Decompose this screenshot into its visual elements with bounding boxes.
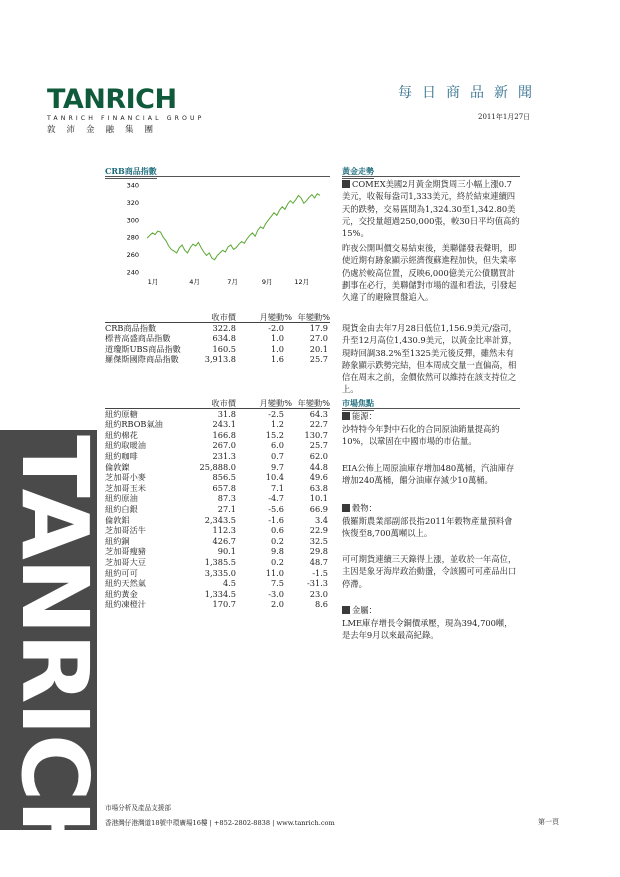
- table-cell: 32.5: [309, 535, 328, 546]
- table-cell: 27.0: [309, 333, 328, 344]
- series-line: [147, 194, 320, 260]
- table-cell: 紐約凍橙汁: [105, 599, 146, 610]
- table-cell: 6.0: [270, 440, 284, 451]
- table-cell: -1.5: [312, 567, 328, 578]
- table-cell: 49.6: [309, 472, 328, 483]
- y-tick-label: 340: [126, 181, 139, 190]
- table-row: [105, 409, 330, 420]
- x-tick-label: 4月: [189, 278, 200, 286]
- table-cell: 芝加哥大豆: [105, 556, 146, 567]
- table-cell: 267.0: [212, 440, 236, 451]
- table-cell: 25,888.0: [199, 461, 236, 472]
- table-cell: 48.7: [309, 556, 328, 567]
- grain-label: [342, 502, 520, 514]
- grain-paragraph-1: 俄羅斯農業部副部長指2011年穀物產量預料會恢復至8,700萬噸以上。: [342, 516, 513, 539]
- table-row: [105, 419, 330, 430]
- table-cell: 3.4: [314, 514, 328, 525]
- table-cell: 27.1: [217, 503, 236, 514]
- bullet-square-icon: [342, 412, 350, 420]
- table-cell: 64.3: [309, 408, 328, 419]
- table-cell: 紐約原糖: [105, 408, 138, 419]
- side-banner-text: TANRICH: [1, 435, 108, 875]
- gold-paragraph-1-text: COMEX美國2月黃金期貨周三小幅上漲0.7美元，收報每盎司1,333美元，終於結束連續四天的跌勢，交易區間為1,324.30至1,342.80美元，交投量超過250,000張，較30日平均值高約15%。: [342, 179, 520, 239]
- table-cell: 10.1: [309, 493, 328, 504]
- y-tick-label: 300: [126, 216, 139, 225]
- table-cell: 11.0: [265, 567, 284, 578]
- logo-chinese-text: 敦沛金融集團: [47, 125, 165, 135]
- tanrich-logo: [47, 84, 205, 135]
- table-cell: 322.8: [212, 322, 236, 333]
- metal-paragraph-1: LME庫存增長令銅價承壓，現為394,700噸，是去年9月以來最高紀錄。: [342, 618, 513, 641]
- table-cell: 62.0: [309, 450, 328, 461]
- table-cell: 芝加哥玉米: [105, 482, 146, 493]
- table-cell: 23.0: [309, 588, 328, 599]
- x-tick-label: 12月: [294, 278, 310, 286]
- table-cell: 9.7: [270, 461, 284, 472]
- table-row: [105, 483, 330, 494]
- table-cell: 紐約咖啡: [105, 450, 138, 461]
- x-tick-label: 1月: [147, 278, 159, 286]
- table-cell: 2.0: [270, 599, 284, 610]
- table-row: [105, 493, 330, 504]
- logo-main-text: TANRICH: [47, 84, 177, 115]
- table-cell: 3,913.8: [204, 354, 236, 365]
- metal-label-text: 金屬：: [352, 605, 377, 615]
- logo-sub-text: TANRICH FINANCIAL GROUP: [47, 115, 205, 122]
- table-cell: 3,335.0: [204, 567, 236, 578]
- table-cell: -3.0: [268, 588, 284, 599]
- table-cell: 1.2: [270, 419, 284, 430]
- table-cell: 標普高盛商品指數: [105, 333, 171, 344]
- table-cell: 25.7: [309, 440, 328, 451]
- table-row: [105, 323, 330, 334]
- table-cell: 63.8: [309, 482, 328, 493]
- table-cell: 紐約銅: [105, 535, 130, 546]
- energy-paragraph-1: 沙特特今年對中石化的合同原油銷量提高約10%，以鞏固在中國市場的市佔量。: [342, 424, 500, 447]
- futures-table-header-cell: 收市價: [211, 398, 236, 408]
- energy-label: [342, 410, 520, 422]
- table-cell: 130.7: [304, 429, 328, 440]
- table-cell: 17.9: [309, 322, 328, 333]
- table-cell: 4.5: [222, 578, 236, 589]
- table-row: [105, 472, 330, 483]
- side-banner: [0, 430, 108, 875]
- table-cell: 0.6: [270, 525, 284, 536]
- table-cell: 倫敦鎳: [105, 461, 130, 472]
- y-tick-label: 240: [126, 268, 139, 277]
- table-cell: 426.7: [212, 535, 236, 546]
- table-cell: -4.7: [268, 493, 284, 504]
- table-cell: 0.2: [270, 556, 284, 567]
- index-table: [105, 312, 330, 365]
- table-cell: 166.8: [212, 429, 236, 440]
- report-date: 2011年1月27日: [478, 113, 531, 121]
- table-cell: 羅傑斯國際商品指數: [105, 354, 179, 365]
- table-row: [105, 568, 330, 579]
- table-row: [105, 451, 330, 462]
- table-cell: 22.9: [309, 525, 328, 536]
- table-cell: 紐約黃金: [105, 588, 138, 599]
- footer-address: 香港灣仔港灣道18號中環廣場16樓 | +852-2802-8838 | www.tanrich.com: [105, 819, 335, 827]
- table-row: [105, 525, 330, 536]
- table-cell: 0.2: [270, 535, 284, 546]
- index-table-header-cell: 月變動%: [259, 312, 292, 322]
- table-cell: 7.1: [270, 482, 284, 493]
- futures-table: [105, 398, 330, 610]
- table-cell: 紐約取暖油: [105, 440, 146, 451]
- table-row: [105, 589, 330, 600]
- bullet-square-icon: [342, 606, 350, 614]
- table-cell: 9.8: [270, 546, 284, 557]
- table-row: [105, 536, 330, 547]
- table-cell: 112.3: [212, 525, 236, 536]
- table-cell: 1.0: [270, 333, 284, 344]
- table-cell: 2,343.5: [204, 514, 236, 525]
- grain-label-text: 穀物：: [352, 503, 377, 513]
- table-cell: 1.6: [270, 354, 284, 365]
- table-cell: 紐約原油: [105, 493, 138, 504]
- table-cell: 芝加哥瘦豬: [105, 546, 146, 557]
- crb-section-title: CRB商品指數: [105, 166, 157, 179]
- table-cell: -1.6: [268, 514, 284, 525]
- index-table-header-cell: 年變動%: [297, 312, 330, 322]
- table-cell: CRB商品指數: [105, 322, 157, 333]
- table-row: [105, 462, 330, 473]
- energy-label-text: 能源：: [352, 411, 377, 421]
- bullet-square-icon: [342, 504, 350, 512]
- table-row: [105, 430, 330, 441]
- table-cell: 170.7: [212, 599, 236, 610]
- grain-paragraph-2: 可可期貨連續三天錄得上漲，並收於一年高位，主因是象牙海岸政治動盪，令該國可可產品出口停滯。: [342, 554, 517, 589]
- gold-section-rule: [342, 176, 520, 177]
- table-cell: 856.5: [212, 472, 236, 483]
- table-cell: 芝加哥小麥: [105, 472, 146, 483]
- table-cell: 1.0: [270, 343, 284, 354]
- table-cell: 0.7: [270, 450, 284, 461]
- page-title: 每日商品新聞: [398, 85, 542, 101]
- table-cell: 20.1: [309, 343, 328, 354]
- table-cell: 25.7: [309, 354, 328, 365]
- table-cell: 66.9: [309, 503, 328, 514]
- table-cell: 芝加哥活牛: [105, 525, 146, 536]
- market-section-rule: [342, 408, 520, 409]
- table-cell: 1,334.5: [204, 588, 236, 599]
- gold-section-title: 黃金走勢: [342, 166, 374, 179]
- table-row: [105, 546, 330, 557]
- y-tick-label: 280: [126, 233, 139, 242]
- x-tick-label: 9月: [261, 278, 273, 286]
- index-table-header-cell: 收市價: [211, 312, 236, 322]
- table-cell: 7.5: [270, 578, 284, 589]
- table-row: [105, 504, 330, 515]
- gold-paragraph-3: 現貨金由去年7月28日低位1,156.9美元/盎司，升至12月高位1,430.9美元，以黃金比率計算，現時回調38.2%至1325美元後反彈，雖然未有跡象顯示跌勢完結，但本周成交量一直偏高，相信在周末之前，金價依然可以維持在該支持位之上。: [342, 323, 517, 395]
- crb-line-chart: [105, 177, 330, 293]
- gold-paragraph-2: 昨夜公開叫價交易結束後，美聯儲發表聲明，即使近期有跡象顯示經濟復蘇進程加快，但失業率仍處於較高位置，反映6,000億美元公債購買計劃事在必行，美聯儲對市場的溫和看法，引發起久違了的避險買盤追入。: [342, 243, 517, 303]
- y-tick-label: 320: [126, 198, 139, 207]
- table-cell: 90.1: [217, 546, 236, 557]
- table-cell: 紐約棉花: [105, 429, 138, 440]
- table-row: [105, 599, 330, 610]
- table-cell: 160.5: [212, 343, 236, 354]
- table-cell: 29.8: [309, 546, 328, 557]
- futures-table-header-cell: 年變動%: [297, 398, 330, 408]
- table-cell: 紐約可可: [105, 567, 138, 578]
- table-cell: 紐約白銀: [105, 503, 138, 514]
- footer-department: 市場分析及產品支援部: [105, 804, 171, 812]
- market-section-title: 市場焦點: [342, 398, 374, 411]
- energy-paragraph-2: EIA公佈上周原油庫存增加480萬桶，汽油庫存增加240萬桶，餾分油庫存減少10萬桶。: [342, 463, 515, 486]
- table-cell: 15.2: [265, 429, 284, 440]
- gold-paragraph-1: [342, 178, 520, 239]
- table-cell: 44.8: [309, 461, 328, 472]
- table-cell: 243.1: [212, 419, 236, 430]
- table-cell: 道瓊斯UBS商品指數: [105, 343, 181, 354]
- index-table-header-row: [105, 312, 330, 323]
- table-cell: 22.7: [309, 419, 328, 430]
- futures-table-header-row: [105, 398, 330, 409]
- table-cell: 紐約RBOB氣油: [105, 419, 163, 430]
- table-row: [105, 333, 330, 344]
- table-row: [105, 578, 330, 589]
- table-cell: 657.8: [212, 482, 236, 493]
- y-tick-label: 260: [126, 251, 139, 260]
- page-number: 第一頁: [538, 818, 559, 826]
- table-cell: 8.6: [314, 599, 328, 610]
- table-row: [105, 515, 330, 526]
- table-row: [105, 440, 330, 451]
- table-cell: 10.4: [265, 472, 284, 483]
- table-cell: 紐約天然氣: [105, 578, 146, 589]
- table-cell: 87.3: [217, 493, 236, 504]
- table-cell: 634.8: [212, 333, 236, 344]
- metal-label: [342, 604, 520, 616]
- table-cell: 231.3: [212, 450, 236, 461]
- table-row: [105, 344, 330, 355]
- table-cell: 31.8: [217, 408, 236, 419]
- table-cell: 1,385.5: [204, 556, 236, 567]
- futures-table-header-cell: 月變動%: [259, 398, 292, 408]
- table-cell: -2.0: [268, 322, 284, 333]
- x-tick-label: 7月: [227, 278, 238, 286]
- table-row: [105, 557, 330, 568]
- table-cell: -31.3: [307, 578, 328, 589]
- table-row: [105, 354, 330, 365]
- bullet-square-icon: [342, 180, 350, 188]
- table-cell: -5.6: [268, 503, 284, 514]
- table-cell: -2.5: [268, 408, 284, 419]
- table-cell: 倫敦鋁: [105, 514, 130, 525]
